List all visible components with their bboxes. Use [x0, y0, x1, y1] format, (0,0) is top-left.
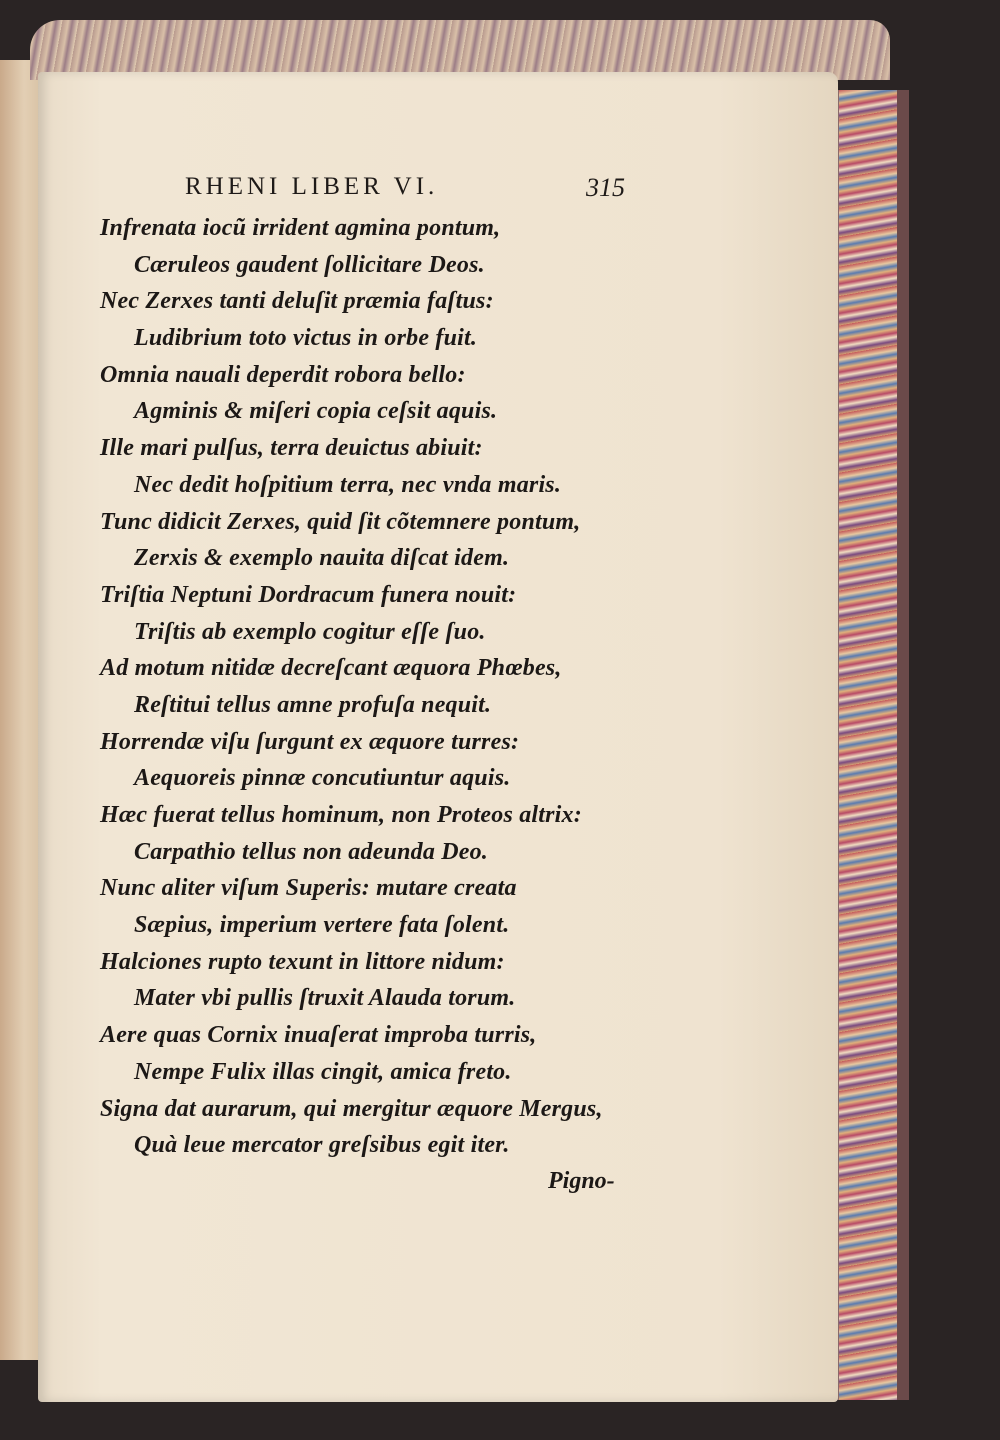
verse-line: Signa dat aurarum, qui mergitur æquore Mergus,: [100, 1095, 603, 1122]
verse-line: Agminis & miſeri copia ceſsit aquis.: [134, 398, 498, 425]
verse-line: Reſtitui tellus amne profuſa nequit.: [134, 691, 492, 718]
verse-line: Tunc didicit Zerxes, quid ſit cõtemnere pontum,: [100, 508, 581, 535]
facing-page-edge: [0, 60, 42, 1360]
verse-line: Quà leue mercator greſsibus egit iter.: [134, 1132, 510, 1159]
verse-line: Infrenata iocũ irrident agmina pontum,: [100, 215, 501, 241]
verse-line: Nec Zerxes tanti deluſit præmia faſtus:: [100, 288, 494, 315]
verse-line: Zerxis & exemplo nauita diſcat idem.: [134, 545, 510, 572]
verse-line: Hæc fuerat tellus hominum, non Proteos altrix:: [100, 802, 582, 828]
running-head: [185, 173, 635, 213]
verse-line: Triſtia Neptuni Dordracum funera nouit:: [100, 581, 517, 608]
verse-line: Nunc aliter viſum Superis: mutare creata: [100, 875, 517, 902]
verse-line: Aequoreis pinnæ concutiuntur aquis.: [134, 765, 511, 792]
verse-line: Cæruleos gaudent ſollicitare Deos.: [134, 251, 485, 278]
verse-line: Aere quas Cornix inuaſerat improba turris,: [100, 1022, 537, 1049]
book-cover-top: [30, 20, 890, 80]
page-number: 315: [586, 173, 625, 202]
running-title: RHENI LIBER VI.: [185, 173, 439, 200]
marbled-page-edge: [836, 90, 899, 1400]
verse-line: Ad motum nitidæ decreſcant æquora Phœbes,: [100, 655, 562, 682]
verse-line: Mater vbi pullis ſtruxit Alauda torum.: [134, 985, 516, 1012]
verse-text: [100, 210, 660, 1164]
verse-line: Nempe Fulix illas cingit, amica freto.: [134, 1058, 512, 1085]
verse-line: Ludibrium toto victus in orbe fuit.: [134, 325, 478, 352]
verse-line: Halciones rupto texunt in littore nidum:: [100, 948, 505, 975]
verse-line: Ille mari pulſus, terra deuictus abiuit:: [100, 435, 483, 462]
verse-line: Nec dedit hoſpitium terra, nec vnda maris.: [134, 471, 562, 498]
verse-line: Omnia nauali deperdit robora bello:: [100, 361, 466, 388]
verse-line: Triſtis ab exemplo cogitur eſſe ſuo.: [134, 618, 486, 645]
catchword: Pigno-: [548, 1168, 615, 1194]
verse-line: Horrendæ viſu ſurgunt ex æquore turres:: [100, 728, 520, 755]
verse-line: Carpathio tellus non adeunda Deo.: [134, 838, 489, 865]
verse-line: Sæpius, imperium vertere fata ſolent.: [134, 912, 510, 939]
